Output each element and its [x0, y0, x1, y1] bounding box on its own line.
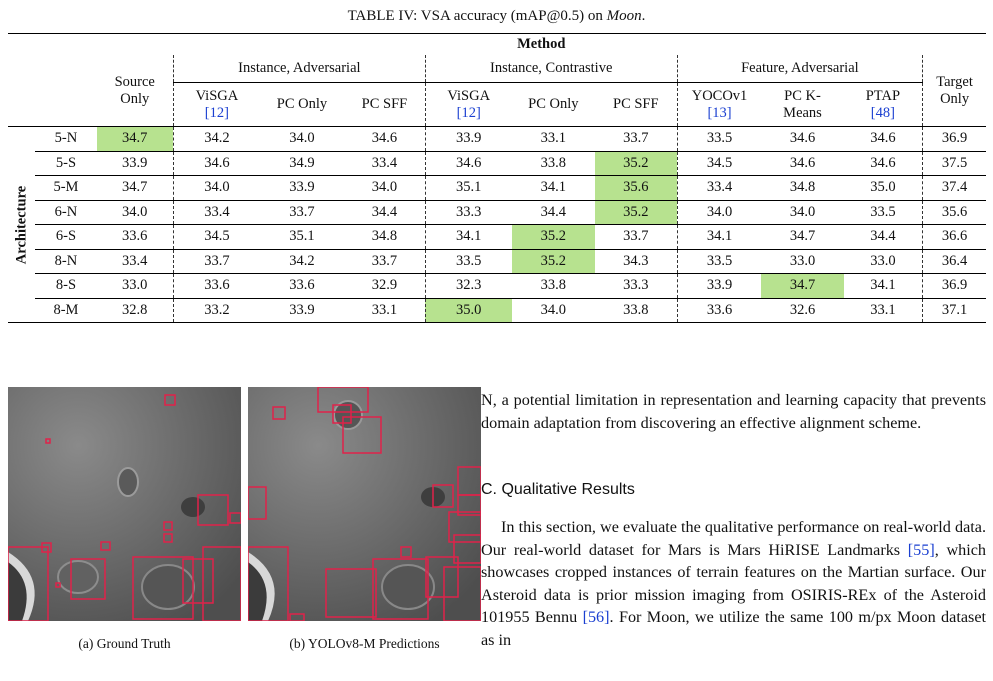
- column-header: PC K- Means: [761, 83, 843, 127]
- table-row: [8, 298, 986, 323]
- figure-predictions: [248, 387, 481, 621]
- value-cell: 34.8: [761, 176, 843, 201]
- value-cell: 33.1: [540, 130, 566, 147]
- value-cell: 34.6: [371, 130, 398, 147]
- value-cell: 34.6: [761, 151, 843, 176]
- best-value-cell: 35.2: [512, 249, 595, 274]
- value-cell: 36.9: [923, 127, 986, 152]
- citation-link[interactable]: [12]: [456, 104, 481, 121]
- best-value-cell: 35.6: [595, 176, 677, 201]
- target-only-header: Target Only: [923, 55, 986, 127]
- value-cell: 33.5: [677, 127, 761, 152]
- value-cell: 33.0: [844, 249, 923, 274]
- paragraph-qualitative: In this section, we evaluate the qualitative performance on real-world data. Our real-world dataset for Mars is Mars HiRISE Landmarks [55], which showcases cropped instances of terrain features on the Martian surface. Our Asteroid data is prior mission imaging from OSIRIS-REx of the Asteroid 101955 Bennu [56]. For Moon, we utilize the same 100 m/px Moon dataset as in: [481, 518, 987, 649]
- value-cell: 34.6: [173, 151, 259, 176]
- value-cell: 34.1: [844, 274, 923, 299]
- source-only-header: Source Only: [97, 55, 174, 127]
- citation-link[interactable]: [56]: [582, 608, 610, 626]
- value-cell: 34.8: [344, 225, 425, 250]
- column-header: ViSGA [12]: [173, 83, 259, 127]
- value-cell: 33.9: [97, 151, 174, 176]
- value-cell: 33.9: [260, 298, 344, 323]
- value-cell: 34.6: [789, 130, 816, 147]
- value-cell: 32.9: [344, 274, 425, 299]
- row-architecture: 8-N: [35, 249, 96, 274]
- value-cell: 34.4: [844, 225, 923, 250]
- value-cell: 34.0: [677, 200, 761, 225]
- value-cell: 32.6: [761, 298, 843, 323]
- best-value-cell: 35.2: [595, 200, 677, 225]
- value-cell: 33.8: [595, 298, 677, 323]
- value-cell: 33.7: [173, 249, 259, 274]
- value-cell: 33.4: [344, 151, 425, 176]
- value-cell: 33.8: [512, 274, 595, 299]
- value-cell: 33.3: [425, 200, 511, 225]
- table-row: [8, 151, 986, 176]
- value-cell: 33.7: [623, 130, 649, 147]
- value-cell: 34.0: [289, 130, 315, 147]
- value-cell: 35.1: [260, 225, 344, 250]
- row-architecture: 5-M: [35, 176, 96, 201]
- group-header: Instance, Adversarial: [173, 55, 425, 83]
- value-cell: 32.3: [425, 274, 511, 299]
- value-cell: 36.6: [923, 225, 986, 250]
- value-cell: 35.0: [844, 176, 923, 201]
- citation-link[interactable]: [12]: [204, 104, 229, 121]
- row-architecture: 5-S: [35, 151, 96, 176]
- column-header: PC SFF: [595, 83, 677, 127]
- value-cell: 33.0: [761, 249, 843, 274]
- value-cell: 34.0: [173, 176, 259, 201]
- best-value-cell: 35.2: [512, 225, 595, 250]
- citation-link[interactable]: [55]: [907, 540, 935, 559]
- column-header: PC Only: [512, 83, 595, 127]
- section-heading: C. Qualitative Results: [481, 481, 635, 498]
- value-cell: 33.7: [344, 249, 425, 274]
- value-cell: 34.0: [344, 176, 425, 201]
- value-cell: 37.5: [923, 151, 986, 176]
- table-caption: TABLE IV: VSA accuracy (mAP@0.5) on Moon.: [347, 8, 646, 24]
- value-cell: 36.4: [923, 249, 986, 274]
- column-header: PTAP [48]: [844, 83, 923, 127]
- value-cell: 33.6: [677, 298, 761, 323]
- value-cell: 33.5: [425, 249, 511, 274]
- value-cell: 33.8: [512, 151, 595, 176]
- value-cell: 37.1: [923, 298, 986, 323]
- value-cell: 33.4: [97, 249, 174, 274]
- figure-ground-truth: [8, 387, 241, 621]
- value-cell: 34.1: [512, 176, 595, 201]
- figure-a-caption: (a) Ground Truth: [78, 636, 171, 651]
- paragraph-limitation: N, a potential limitation in representation and learning capacity that prevents domain adaptation from discovering an effective alignment scheme.: [481, 391, 986, 432]
- value-cell: 34.1: [677, 225, 761, 250]
- value-cell: 33.6: [97, 225, 174, 250]
- value-cell: 34.5: [173, 225, 259, 250]
- value-cell: 32.8: [97, 298, 174, 323]
- value-cell: 34.7: [761, 225, 843, 250]
- table-row: [8, 249, 986, 274]
- value-cell: 33.9: [677, 274, 761, 299]
- column-header: PC Only: [260, 83, 344, 127]
- column-header: ViSGA [12]: [425, 83, 511, 127]
- value-cell: 37.4: [923, 176, 986, 201]
- value-cell: 33.4: [173, 200, 259, 225]
- value-cell: 33.5: [677, 249, 761, 274]
- value-cell: 33.2: [173, 298, 259, 323]
- value-cell: 33.4: [677, 176, 761, 201]
- results-table: [8, 33, 986, 323]
- group-header: Instance, Contrastive: [425, 55, 677, 83]
- citation-link[interactable]: [13]: [707, 104, 732, 121]
- architecture-axis-label: Architecture: [8, 127, 35, 323]
- value-cell: 33.6: [173, 274, 259, 299]
- value-cell: 33.6: [260, 274, 344, 299]
- value-cell: 34.7: [97, 176, 174, 201]
- value-cell: 33.1: [344, 298, 425, 323]
- row-architecture: 8-M: [35, 298, 96, 323]
- value-cell: 33.1: [844, 298, 923, 323]
- value-cell: 34.4: [344, 200, 425, 225]
- value-cell: 34.6: [844, 151, 923, 176]
- column-header: PC SFF: [344, 83, 425, 127]
- predictions-image: [248, 387, 481, 621]
- best-value-cell: 35.0: [425, 298, 511, 323]
- ground-truth-image: [8, 387, 241, 621]
- value-cell: 35.1: [425, 176, 511, 201]
- value-cell: 34.6: [425, 151, 511, 176]
- value-cell: 35.6: [923, 200, 986, 225]
- table-row: [8, 274, 986, 299]
- best-value-cell: 34.7: [97, 127, 174, 152]
- figure-b-caption: (b) YOLOv8-M Predictions: [289, 636, 440, 651]
- column-header: YOCOv1 [13]: [677, 83, 761, 127]
- value-cell: 33.0: [97, 274, 174, 299]
- value-cell: 36.9: [923, 274, 986, 299]
- value-cell: 33.9: [425, 127, 511, 152]
- best-value-cell: 35.2: [595, 151, 677, 176]
- value-cell: 33.5: [844, 200, 923, 225]
- value-cell: 34.4: [512, 200, 595, 225]
- value-cell: 34.0: [512, 298, 595, 323]
- value-cell: 34.3: [595, 249, 677, 274]
- value-cell: 34.6: [870, 130, 896, 147]
- method-header: Method: [97, 34, 986, 56]
- value-cell: 33.7: [260, 200, 344, 225]
- value-cell: 33.9: [260, 176, 344, 201]
- value-cell: 33.7: [595, 225, 677, 250]
- citation-link[interactable]: [48]: [870, 104, 895, 121]
- value-cell: 33.3: [595, 274, 677, 299]
- table-row: [8, 176, 986, 201]
- row-architecture: 8-S: [35, 274, 96, 299]
- row-architecture: 6-S: [35, 225, 96, 250]
- value-cell: 34.2: [173, 127, 259, 152]
- value-cell: 34.5: [677, 151, 761, 176]
- value-cell: 34.1: [425, 225, 511, 250]
- value-cell: 34.2: [260, 249, 344, 274]
- table-row: [8, 200, 986, 225]
- best-value-cell: 34.7: [761, 274, 843, 299]
- group-header: Feature, Adversarial: [677, 55, 923, 83]
- row-architecture: 5-N: [54, 130, 78, 147]
- value-cell: 34.0: [761, 200, 843, 225]
- value-cell: 34.9: [260, 151, 344, 176]
- table-row: [8, 127, 986, 152]
- value-cell: 34.0: [97, 200, 174, 225]
- row-architecture: 6-N: [35, 200, 96, 225]
- table-row: [8, 225, 986, 250]
